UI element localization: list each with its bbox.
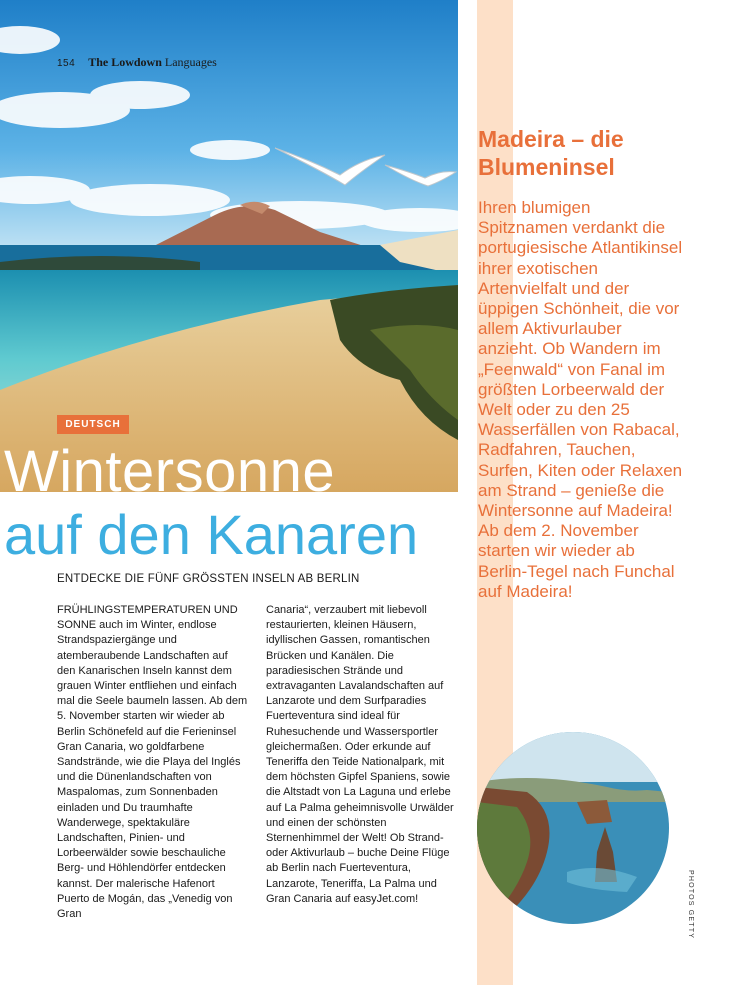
subheadline: ENTDECKE DIE FÜNF GRÖSSTEN INSELN AB BERLIN <box>57 573 360 585</box>
page-number: 154 <box>57 58 76 69</box>
language-badge: DEUTSCH <box>57 415 129 434</box>
madeira-coast-photo <box>477 732 669 924</box>
photo-credit: PHOTOS GETTY <box>687 870 694 940</box>
headline-line-1: Wintersonne <box>4 439 336 504</box>
section-name: Languages <box>164 55 217 69</box>
sidebar-body: Ihren blumigen Spitznamen verdankt die portugiesische Atlantikinsel ihrer exotischen Artenvielfalt und der üppigen Schönheit, die vor allem Aktivurlauber anzieht. Ob Wandern im „Feenwald“ von Fanal im größten Lorbeerwald der Welt oder zu den 25 Wasserfällen von Rabacal, Radfahren, Tauchen, Surfen, Kiten oder Relaxen am Strand – genieße die Wintersonne auf Madeira! Ab dem 2. November starten wir wieder ab Berlin-Tegel nach Funchal auf Madeira! <box>478 198 683 601</box>
body-column-2: Canaria“, verzaubert mit liebevoll restaurierten, kleinen Häusern, idyllischen Gassen, romantischen Brücken und Kanälen. Die paradiesischen Strände und extravaganten Lavalandschaften auf Lanzarote und dem Surfparadies Fuerteventura sind ideal für Ruhesuchende und Wassersportler gleichermaßen. Oder erkunde auf Teneriffa den Teide Nationalpark, mit dem höchsten Gipfel Spaniens, sowie die Altstadt von La Laguna und erlebe auf La Palma geheimnisvolle Urwälder und einen der schönsten Sternenhimmel der Welt! Ob Strand- oder Aktivurlaub – buche Deine Flüge ab Berlin nach Fuerteventura, Lanzarote, Teneriffa, La Palma und Gran Canaria auf easyJet.com! <box>266 604 454 905</box>
magazine-name: The Lowdown <box>88 55 162 69</box>
body-column-1: FRÜHLINGSTEMPERATUREN UND SONNE auch im Winter, endlose Strandspaziergänge und atemberaubende Landschaften auf den Kanarischen Inseln kannst dem grauen Winter entfliehen und einfach mal die Seele baumeln lassen. Ab dem 5. November starten wir wieder ab Berlin Schönefeld auf die Ferieninsel Gran Canaria, wo goldfarbene Sandstrände, wie die Playa del Inglés und die Dünenlandschaften von Maspalomas, zum Sonnenbaden einladen und Du traumhafte Wanderwege, spektakuläre Landschaften, Pinien- und Lorbeerwälder sowie beschauliche Berg- und Höhlendörfer entdecken kannst. Der malerische Hafenort Puerto de Mogán, das „Venedig von Gran <box>57 604 248 921</box>
headline-line-2: auf den Kanaren <box>4 503 419 566</box>
sidebar-title: Madeira – die Blumeninsel <box>478 126 624 180</box>
page-folio <box>57 55 217 70</box>
